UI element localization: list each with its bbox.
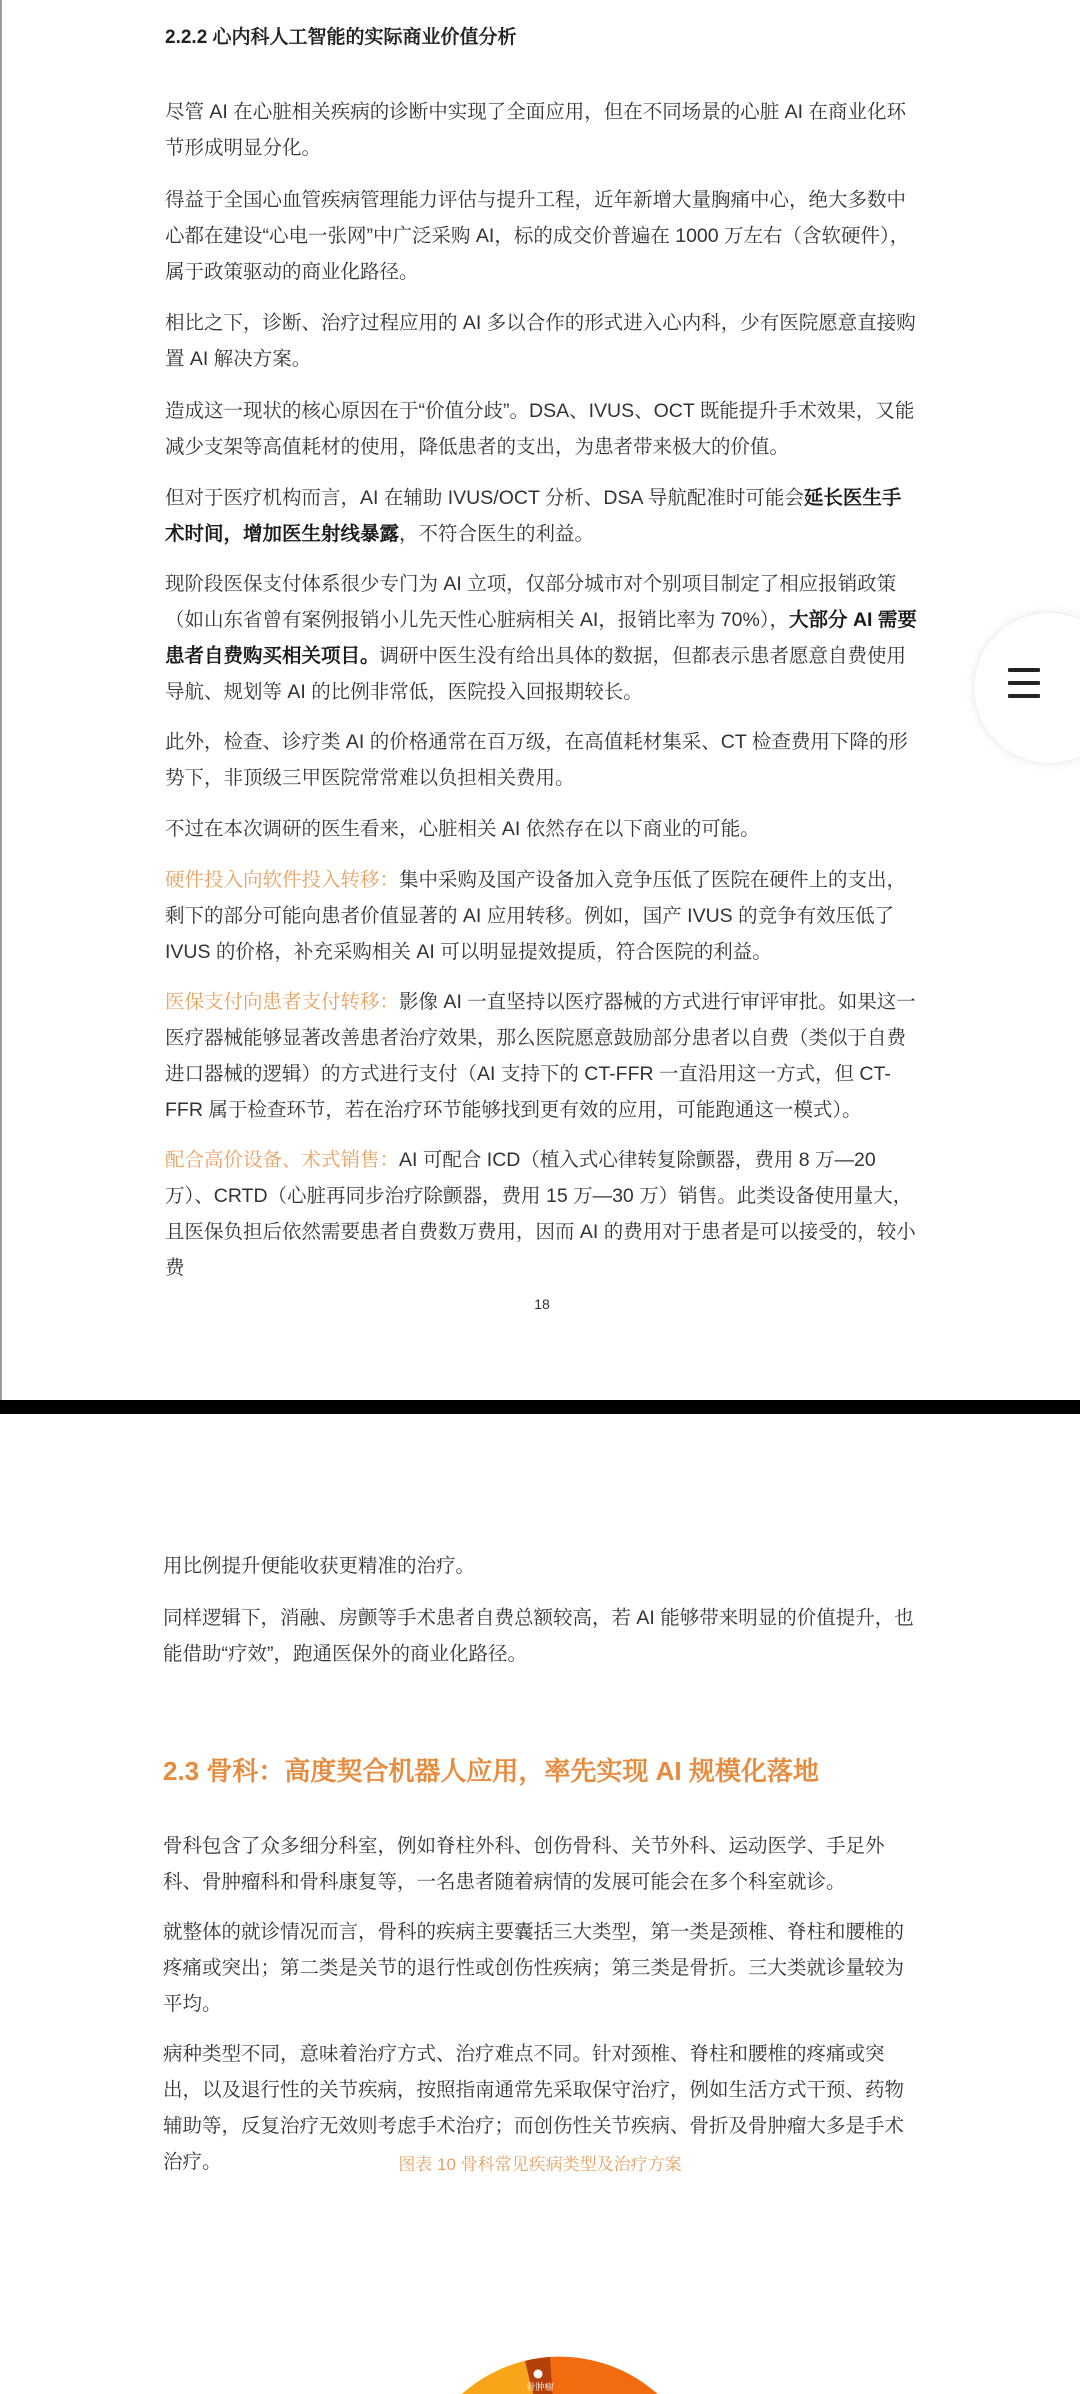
paragraph-hardware-to-software: 硬件投入向软件投入转移：集中采购及国产设备加入竞争压低了医院在硬件上的支出，剩下的部分可能向患者价值显著的 AI 应用转移。例如，国产 IVUS 的竞争有效压低了 IVUS 的价格，补充采购相关 AI 可以明显提效提质，符合医院的利益。: [165, 862, 920, 970]
page-divider: [0, 1400, 1080, 1414]
node-dot-tumor: [534, 2370, 543, 2379]
bold-emphasis: 延长医生手术时间，增加医生射线暴露: [165, 487, 901, 545]
paragraph-orthopedic-departments: 骨科包含了众多细分科室，例如脊柱外科、创伤骨科、关节外科、运动医学、手足外科、骨肿瘤科和骨科康复等，一名患者随着病情的发展可能会在多个科室就诊。: [163, 1828, 918, 1900]
paragraph-policy-driven: 得益于全国心血管疾病管理能力评估与提升工程，近年新增大量胸痛中心，绝大多数中心都在建设“心电一张网”中广泛采购 AI，标的成交价普遍在 1000 万左右（含软硬件），属于政策驱动的商业化路径。: [165, 182, 920, 290]
paragraph-business-possibility: 不过在本次调研的医生看来，心脏相关 AI 依然存在以下商业的可能。: [165, 811, 920, 847]
paragraph-ablation-logic: 同样逻辑下，消融、房颤等手术患者自费总额较高，若 AI 能够带来明显的价值提升，也能借助“疗效”，跑通医保外的商业化路径。: [163, 1600, 918, 1672]
section-title: 2.2.2 心内科人工智能的实际商业价值分析: [165, 22, 517, 49]
paragraph-high-value-devices: 配合高价设备、术式销售：AI 可配合 ICD（植入式心律转复除颤器，费用 8 万—20 万）、CRTD（心脏再同步治疗除颤器，费用 15 万—30 万）销售。此类设备使用量大，且医保负担后依然需要患者自费数万费用，因而 AI 的费用对于患者是可以接受的，较小费: [165, 1142, 920, 1286]
paragraph-price-level: 此外，检查、诊疗类 AI 的价格通常在百万级，在高值耗材集采、CT 检查费用下降的形势下，非顶级三甲医院常常难以负担相关费用。: [165, 724, 920, 796]
paragraph-precise-treatment: 用比例提升便能收获更精准的治疗。: [163, 1548, 918, 1584]
paragraph-insurance-to-patient: 医保支付向患者支付转移：影像 AI 一直坚持以医疗器械的方式进行审评审批。如果这一医疗器械能够显著改善患者治疗效果，那么医院愿意鼓励部分患者以自费（类似于自费进口器械的逻辑）的方式进行支付（AI 支持下的 CT-FFR 一直沿用这一方式，但 CT-FFR 属于检查环节，若在治疗环节能够找到更有效的应用，可能跑通这一模式）。: [165, 984, 920, 1128]
paragraph-insurance-payment: 现阶段医保支付体系很少专门为 AI 立项，仅部分城市对个别项目制定了相应报销政策（如山东省曾有案例报销小儿先天性心脏病相关 AI，报销比率为 70%），大部分 AI 需要患者自费购买相关项目。调研中医生没有给出具体的数据，但都表示患者愿意自费使用导航、规划等 AI 的比例非常低，医院投入回报期较长。: [165, 566, 920, 710]
section-heading-orthopedics: 2.3 骨科：高度契合机器人应用，率先实现 AI 规模化落地: [163, 1751, 819, 1788]
paragraph-commercial-divergence: 尽管 AI 在心脏相关疾病的诊断中实现了全面应用，但在不同场景的心脏 AI 在商业化环节形成明显分化。: [165, 94, 920, 166]
paragraph-treatment-approaches: 病种类型不同，意味着治疗方式、治疗难点不同。针对颈椎、脊柱和腰椎的疼痛或突出，以及退行性的关节疾病，按照指南通常先采取保守治疗，例如生活方式干预、药物辅助等，反复治疗无效则考虑手术治疗；而创伤性关节疾病、骨折及骨肿瘤大多是手术治疗。: [163, 2036, 918, 2180]
paragraph-cooperation-mode: 相比之下，诊断、治疗过程应用的 AI 多以合作的形式进入心内科，少有医院愿意直接购置 AI 解决方案。: [165, 305, 920, 377]
pie-chart: [413, 2357, 707, 2394]
page-number: 18: [2, 1296, 1080, 1312]
label-tumor: 骨肿瘤: [526, 2381, 553, 2392]
floating-menu-button[interactable]: [973, 612, 1080, 764]
orthopedic-disease-pie-figure: [0, 2194, 1080, 2394]
document-page-19: [0, 1414, 1080, 2373]
highlight-label: 医保支付向患者支付转移：: [165, 991, 399, 1013]
bold-emphasis: 大部分 AI 需要患者自费购买相关项目。: [165, 609, 917, 667]
highlight-label: 硬件投入向软件投入转移：: [165, 869, 399, 891]
paragraph-value-divergence: 造成这一现状的核心原因在于“价值分歧”。DSA、IVUS、OCT 既能提升手术效果，又能减少支架等高值耗材的使用，降低患者的支出，为患者带来极大的价值。: [165, 393, 920, 465]
paragraph-disease-types: 就整体的就诊情况而言，骨科的疾病主要囊括三大类型，第一类是颈椎、脊柱和腰椎的疼痛或突出；第二类是关节的退行性或创伤性疾病；第三类是骨折。三大类就诊量较为平均。: [163, 1914, 918, 2022]
figure-title: 图表 10 骨科常见疾病类型及治疗方案: [0, 2150, 1080, 2175]
highlight-label: 配合高价设备、术式销售：: [165, 1149, 399, 1171]
paragraph-doctor-interest: 但对于医疗机构而言，AI 在辅助 IVUS/OCT 分析、DSA 导航配准时可能会延长医生手术时间，增加医生射线暴露，不符合医生的利益。: [165, 480, 920, 552]
